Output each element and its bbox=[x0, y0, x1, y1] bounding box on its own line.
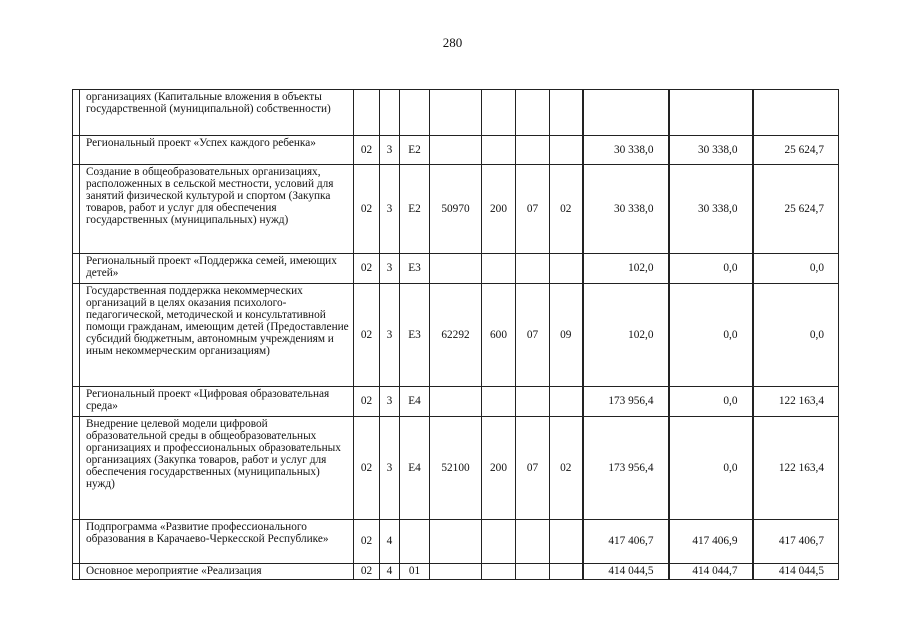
cell-program-code: 3 bbox=[380, 284, 400, 387]
cell-amount-3: 0,0 bbox=[753, 284, 839, 387]
row-name: Государственная поддержка некоммерческих организаций в целях оказания психолого-педагогической, методической и консультативной помощи гражданам, имеющим детей (Предоставление субсидий бюджетным, автономным учреждениям и иным некоммерческим организациям) bbox=[80, 284, 354, 387]
cell-amount-2: 30 338,0 bbox=[669, 165, 753, 254]
cell-subsection: 02 bbox=[550, 165, 583, 254]
cell-ministry-code: 02 bbox=[354, 284, 380, 387]
cell-subprogram-code: Е4 bbox=[400, 387, 430, 417]
cell-section bbox=[516, 136, 550, 165]
row-name: Основное мероприятие «Реализация bbox=[80, 564, 354, 580]
cell-subprogram-code: Е3 bbox=[400, 254, 430, 284]
cell-program-code: 3 bbox=[380, 387, 400, 417]
cell-direction-code bbox=[430, 90, 482, 136]
row-margin-cell bbox=[73, 417, 80, 520]
cell-subsection bbox=[550, 387, 583, 417]
cell-ministry-code: 02 bbox=[354, 520, 380, 564]
cell-subprogram-code bbox=[400, 520, 430, 564]
cell-ministry-code: 02 bbox=[354, 387, 380, 417]
cell-direction-code bbox=[430, 387, 482, 417]
row-margin-cell bbox=[73, 254, 80, 284]
cell-amount-3: 25 624,7 bbox=[753, 136, 839, 165]
cell-subprogram-code: Е3 bbox=[400, 284, 430, 387]
cell-expense-type: 200 bbox=[482, 417, 516, 520]
row-name: Подпрограмма «Развитие профессионального образования в Карачаево-Черкесской Республике» bbox=[80, 520, 354, 564]
cell-expense-type bbox=[482, 520, 516, 564]
table-row bbox=[73, 387, 839, 417]
cell-amount-3: 122 163,4 bbox=[753, 417, 839, 520]
cell-section: 07 bbox=[516, 417, 550, 520]
cell-amount-1: 30 338,0 bbox=[583, 165, 669, 254]
row-name: организациях (Капитальные вложения в объекты государственной (муниципальной) собственности) bbox=[80, 90, 354, 136]
cell-amount-1: 173 956,4 bbox=[583, 417, 669, 520]
cell-amount-3 bbox=[753, 90, 839, 136]
table-row bbox=[73, 417, 839, 520]
cell-direction-code bbox=[430, 254, 482, 284]
cell-subsection bbox=[550, 90, 583, 136]
cell-subprogram-code: 01 bbox=[400, 564, 430, 580]
table-row bbox=[73, 165, 839, 254]
cell-subprogram-code: Е4 bbox=[400, 417, 430, 520]
row-margin-cell bbox=[73, 387, 80, 417]
cell-ministry-code: 02 bbox=[354, 136, 380, 165]
cell-program-code: 3 bbox=[380, 165, 400, 254]
cell-program-code: 3 bbox=[380, 417, 400, 520]
cell-subsection: 09 bbox=[550, 284, 583, 387]
cell-program-code: 4 bbox=[380, 564, 400, 580]
cell-section bbox=[516, 387, 550, 417]
cell-program-code: 3 bbox=[380, 136, 400, 165]
cell-section: 07 bbox=[516, 284, 550, 387]
cell-subprogram-code: Е2 bbox=[400, 165, 430, 254]
cell-ministry-code bbox=[354, 90, 380, 136]
cell-amount-2: 30 338,0 bbox=[669, 136, 753, 165]
cell-ministry-code: 02 bbox=[354, 254, 380, 284]
table-row bbox=[73, 254, 839, 284]
cell-expense-type: 600 bbox=[482, 284, 516, 387]
page-number: 280 bbox=[442, 35, 463, 50]
cell-expense-type bbox=[482, 254, 516, 284]
table-row bbox=[73, 284, 839, 387]
cell-direction-code bbox=[430, 520, 482, 564]
cell-program-code bbox=[380, 90, 400, 136]
cell-amount-3: 122 163,4 bbox=[753, 387, 839, 417]
cell-subsection bbox=[550, 520, 583, 564]
cell-direction-code: 50970 bbox=[430, 165, 482, 254]
cell-ministry-code: 02 bbox=[354, 165, 380, 254]
cell-subprogram-code: Е2 bbox=[400, 136, 430, 165]
row-margin-cell bbox=[73, 136, 80, 165]
cell-section bbox=[516, 90, 550, 136]
row-name: Создание в общеобразовательных организациях, расположенных в сельской местности, условий для занятий физической культурой и спортом (Закупка товаров, работ и услуг для обеспечения государственных (муниципальных) нужд) bbox=[80, 165, 354, 254]
table-row bbox=[73, 564, 839, 580]
cell-direction-code bbox=[430, 136, 482, 165]
row-margin-cell bbox=[73, 284, 80, 387]
cell-section: 07 bbox=[516, 165, 550, 254]
cell-program-code: 4 bbox=[380, 520, 400, 564]
cell-subprogram-code bbox=[400, 90, 430, 136]
cell-amount-2: 414 044,7 bbox=[669, 564, 753, 580]
cell-expense-type bbox=[482, 90, 516, 136]
row-name: Региональный проект «Успех каждого ребенка» bbox=[80, 136, 354, 165]
cell-amount-3: 414 044,5 bbox=[753, 564, 839, 580]
table-row bbox=[73, 136, 839, 165]
row-name: Внедрение целевой модели цифровой образовательной среды в общеобразовательных организациях и профессиональных образовательных организациях (Закупка товаров, работ и услуг для обеспечения государственных (муниципальных) нужд) bbox=[80, 417, 354, 520]
cell-ministry-code: 02 bbox=[354, 564, 380, 580]
cell-amount-3: 0,0 bbox=[753, 254, 839, 284]
cell-section bbox=[516, 564, 550, 580]
cell-amount-2: 0,0 bbox=[669, 254, 753, 284]
cell-expense-type bbox=[482, 564, 516, 580]
cell-amount-1: 102,0 bbox=[583, 284, 669, 387]
cell-amount-1: 417 406,7 bbox=[583, 520, 669, 564]
cell-section bbox=[516, 254, 550, 284]
row-margin-cell bbox=[73, 165, 80, 254]
cell-expense-type bbox=[482, 387, 516, 417]
cell-amount-1: 173 956,4 bbox=[583, 387, 669, 417]
cell-subsection: 02 bbox=[550, 417, 583, 520]
cell-amount-2: 0,0 bbox=[669, 387, 753, 417]
cell-amount-1: 30 338,0 bbox=[583, 136, 669, 165]
cell-direction-code: 52100 bbox=[430, 417, 482, 520]
cell-amount-2: 0,0 bbox=[669, 284, 753, 387]
row-name: Региональный проект «Поддержка семей, имеющих детей» bbox=[80, 254, 354, 284]
cell-amount-3: 417 406,7 bbox=[753, 520, 839, 564]
cell-amount-3: 25 624,7 bbox=[753, 165, 839, 254]
cell-direction-code: 62292 bbox=[430, 284, 482, 387]
cell-section bbox=[516, 520, 550, 564]
cell-subsection bbox=[550, 136, 583, 165]
cell-expense-type bbox=[482, 136, 516, 165]
cell-subsection bbox=[550, 564, 583, 580]
row-name: Региональный проект «Цифровая образовательная среда» bbox=[80, 387, 354, 417]
cell-program-code: 3 bbox=[380, 254, 400, 284]
table-row bbox=[73, 90, 839, 136]
cell-amount-2 bbox=[669, 90, 753, 136]
row-margin-cell bbox=[73, 564, 80, 580]
cell-expense-type: 200 bbox=[482, 165, 516, 254]
cell-amount-2: 0,0 bbox=[669, 417, 753, 520]
cell-amount-1 bbox=[583, 90, 669, 136]
cell-amount-1: 102,0 bbox=[583, 254, 669, 284]
cell-ministry-code: 02 bbox=[354, 417, 380, 520]
budget-table bbox=[72, 89, 839, 580]
row-margin-cell bbox=[73, 520, 80, 564]
cell-amount-2: 417 406,9 bbox=[669, 520, 753, 564]
cell-amount-1: 414 044,5 bbox=[583, 564, 669, 580]
cell-direction-code bbox=[430, 564, 482, 580]
cell-subsection bbox=[550, 254, 583, 284]
row-margin-cell bbox=[73, 90, 80, 136]
table-row bbox=[73, 520, 839, 564]
